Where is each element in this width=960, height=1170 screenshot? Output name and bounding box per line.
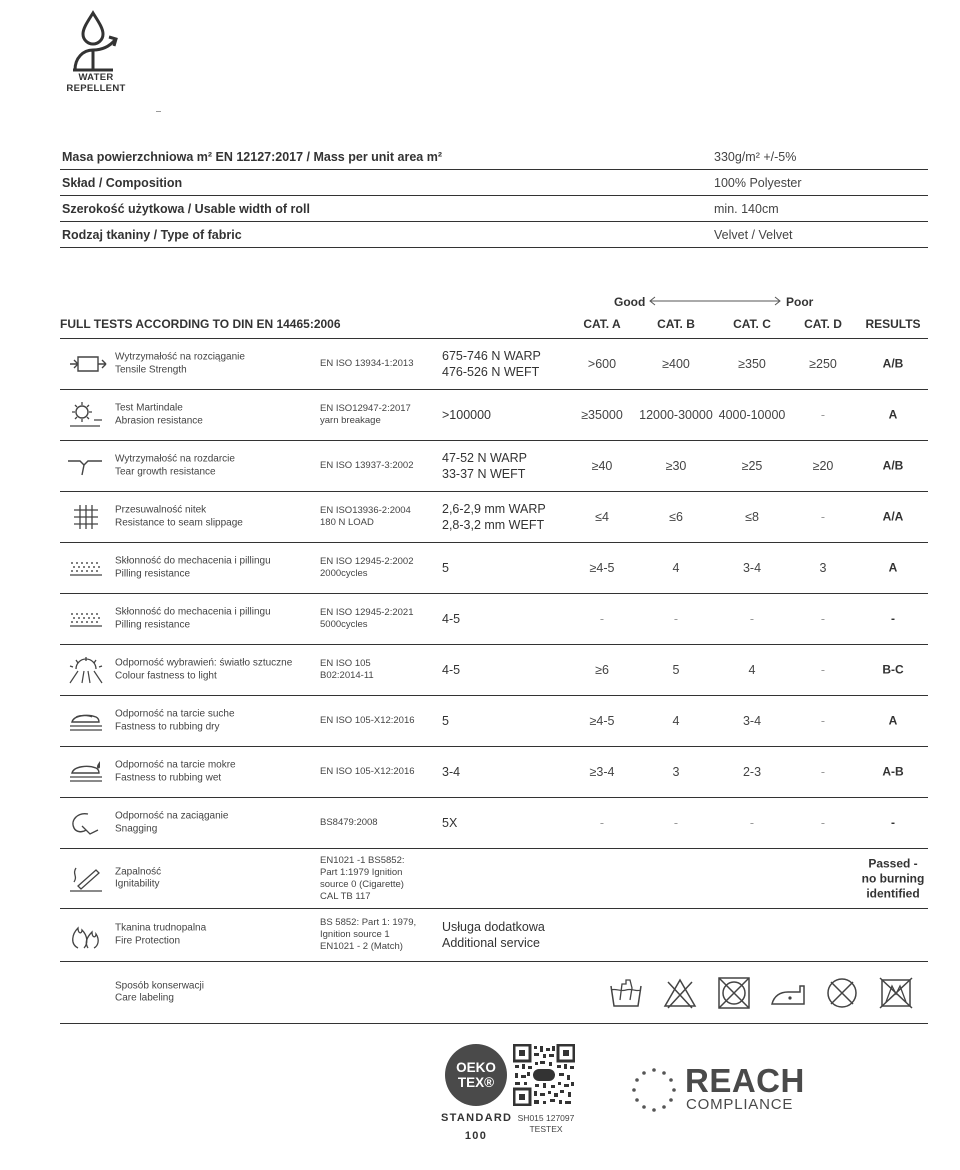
test-norm: EN ISO 12945-2:2002 2000cycles (320, 556, 414, 579)
scale-good-label: Good (614, 295, 646, 309)
result-value: - (891, 611, 895, 626)
result-value: A (888, 407, 898, 422)
snagging-icon (64, 808, 108, 838)
cat-b-value: - (673, 612, 679, 626)
spec-value: Velvet / Velvet (714, 227, 793, 242)
cat-b-value: ≥400 (662, 357, 690, 371)
result-value: A (888, 560, 898, 575)
eu-stars-icon (630, 1066, 678, 1114)
spec-row (60, 144, 928, 170)
spec-row (60, 196, 928, 222)
cat-c-value: 4 (748, 663, 756, 677)
result-value: A-B (882, 764, 904, 779)
pilling-icon (64, 553, 108, 583)
test-name: Wytrzymałość na rozdarcie Tear growth resistance (115, 453, 235, 477)
cat-a-value: ≥4-5 (589, 561, 615, 575)
test-name: Wytrzymałość na rozciąganie Tensile Strength (115, 351, 245, 375)
iron-low-icon (770, 976, 806, 1010)
table-row (60, 696, 928, 747)
cat-a-value: ≥3-4 (589, 765, 615, 779)
cat-d-value: - (820, 714, 826, 728)
cat-b-value: ≥30 (665, 459, 687, 473)
cat-a-value: ≥40 (591, 459, 613, 473)
cat-d-value: 3 (819, 561, 827, 575)
cat-c-value: 2-3 (742, 765, 762, 779)
test-name: Skłonność do mechacenia i pillingu Pilling resistance (115, 606, 271, 630)
cat-a-value: - (599, 816, 605, 830)
test-norm: BS 5852: Part 1: 1979, Ignition source 1 EN1021 - 2 (Match) (320, 917, 417, 952)
test-name: Przesuwalność nitek Resistance to seam slippage (115, 504, 243, 528)
cat-b-value: 5 (672, 663, 680, 677)
table-row (60, 390, 928, 441)
test-value: 5 (442, 561, 449, 575)
spec-label: Skład / Composition (62, 175, 183, 190)
col-cat-d: CAT. D (804, 317, 842, 331)
test-norm: EN ISO13936-2:2004 180 N LOAD (320, 505, 411, 528)
spec-label: Masa powierzchniowa m² EN 12127:2017 / Mass per unit area m² (62, 149, 443, 164)
spec-label: Rodzaj tkaniny / Type of fabric (62, 227, 242, 242)
test-name: Skłonność do mechacenia i pillingu Pilling resistance (115, 555, 271, 579)
spec-label: Szerokość użytkowa / Usable width of roll (62, 201, 310, 216)
badge-label-line2: REPELLENT (66, 83, 126, 94)
test-name: Test Martindale Abrasion resistance (115, 402, 203, 426)
cat-b-value: ≤6 (669, 510, 683, 524)
oeko-standard: STANDARD (441, 1112, 513, 1124)
spec-value: 100% Polyester (714, 175, 802, 190)
table-row (60, 747, 928, 798)
cat-d-value: - (820, 612, 826, 626)
cat-a-value: ≥6 (595, 663, 609, 677)
do-not-tumble-dry-icon (716, 976, 752, 1010)
do-not-dry-clean-icon (824, 976, 860, 1010)
cat-a-value: ≤4 (595, 510, 609, 524)
test-value: 5 (442, 714, 449, 728)
cat-b-value: 4 (672, 714, 680, 728)
spec-value: 330g/m² +/-5% (714, 149, 797, 164)
result-value: B-C (882, 662, 904, 677)
result-value: - (891, 815, 895, 830)
water-repellent-badge (58, 10, 134, 94)
test-value: 4-5 (442, 663, 461, 677)
rubbing-dry-icon (64, 706, 108, 736)
result-value: A (888, 713, 898, 728)
cat-d-value: - (820, 765, 826, 779)
scale-poor-label: Poor (786, 295, 814, 309)
test-name: Zapalność Ignitability (115, 866, 162, 890)
col-cat-c: CAT. C (733, 317, 771, 331)
test-value: 5X (442, 816, 458, 830)
test-value: 675-746 N WARP 476-526 N WEFT (442, 349, 541, 379)
spec-row (60, 170, 928, 196)
do-not-bleach-icon (662, 976, 698, 1010)
reach-subtitle: COMPLIANCE (686, 1096, 794, 1113)
col-cat-a: CAT. A (583, 317, 621, 331)
table-row (60, 594, 928, 645)
table-row (60, 849, 928, 909)
spec-value: min. 140cm (714, 201, 779, 216)
certificate-code: SH015 127097 TESTEX (517, 1113, 575, 1134)
divider (156, 111, 161, 112)
cat-d-value: ≥250 (809, 357, 837, 371)
cat-b-value: 3 (672, 765, 680, 779)
water-repellent-icon (58, 10, 134, 72)
cat-c-value: 3-4 (742, 714, 762, 728)
col-results: RESULTS (865, 317, 921, 331)
cat-c-value: 3-4 (742, 561, 762, 575)
test-name: Odporność na tarcie suche Fastness to rubbing dry (115, 708, 235, 732)
qr-code-icon[interactable] (513, 1044, 575, 1106)
cat-b-value: 4 (672, 561, 680, 575)
cat-c-value: 4000-10000 (718, 408, 786, 422)
cat-d-value: - (820, 408, 826, 422)
cat-a-value: - (599, 612, 605, 626)
tensile-strength-icon (64, 349, 108, 379)
cat-c-value: - (749, 612, 755, 626)
test-norm: EN ISO 12945-2:2021 5000cycles (320, 607, 414, 630)
cat-c-value: ≤8 (745, 510, 759, 524)
cat-c-value: ≥25 (741, 459, 763, 473)
test-name: Tkanina trudnopalna Fire Protection (115, 922, 207, 946)
cat-a-value: ≥4-5 (589, 714, 615, 728)
cat-c-value: - (749, 816, 755, 830)
oeko-number: 100 (464, 1130, 488, 1142)
test-value: 2,6-2,9 mm WARP 2,8-3,2 mm WEFT (442, 502, 546, 532)
spec-table (60, 144, 928, 248)
cat-d-value: - (820, 663, 826, 677)
test-name: Odporność na tarcie mokre Fastness to rubbing wet (115, 759, 236, 783)
test-norm: EN ISO 13934-1:2013 (320, 358, 414, 369)
seam-slippage-icon (64, 502, 108, 532)
cat-d-value: - (820, 510, 826, 524)
test-value: 4-5 (442, 612, 461, 626)
oeko-tex-logo (441, 1044, 511, 1142)
tests-title: FULL TESTS ACCORDING TO DIN EN 14465:2006 (60, 317, 341, 331)
tests-table (60, 339, 928, 1024)
cat-b-value: - (673, 816, 679, 830)
badge-label-line1: WATER (78, 72, 114, 83)
test-value: Usługa dodatkowa Additional service (442, 920, 545, 950)
test-norm: EN ISO 13937-3:2002 (320, 460, 414, 471)
test-norm: BS8479:2008 (320, 817, 378, 828)
hand-wash-icon (608, 976, 644, 1010)
light-fastness-icon (64, 655, 108, 685)
abrasion-icon (64, 400, 108, 430)
table-row (60, 339, 928, 390)
tests-header (60, 312, 928, 339)
test-value: 3-4 (442, 765, 461, 779)
oeko-label-line2: TEX® (457, 1075, 495, 1090)
do-not-wring-icon (878, 976, 914, 1010)
result-value: A/B (882, 458, 904, 473)
ignitability-icon (64, 864, 108, 894)
scale-arrow-icon (648, 296, 782, 306)
test-name: Odporność na zaciąganie Snagging (115, 810, 229, 834)
cat-d-value: - (820, 816, 826, 830)
reach-title: REACH (685, 1062, 805, 1099)
table-row (60, 645, 928, 696)
test-value: 47-52 N WARP 33-37 N WEFT (442, 451, 527, 481)
table-row (60, 798, 928, 849)
cat-c-value: ≥350 (738, 357, 766, 371)
tear-growth-icon (64, 451, 108, 481)
test-norm: EN1021 -1 BS5852: Part 1:1979 Ignition source 0 (Cigarette) CAL TB 117 (320, 854, 405, 902)
test-norm: EN ISO 105-X12:2016 (320, 766, 415, 777)
oeko-label-line1: OEKO (456, 1060, 496, 1075)
cat-a-value: ≥35000 (581, 408, 623, 422)
test-value: >100000 (442, 408, 492, 422)
test-name: Odporność wybrawień: światło sztuczne Colour fastness to light (115, 657, 293, 681)
col-cat-b: CAT. B (657, 317, 695, 331)
fire-protection-icon (64, 920, 108, 950)
cat-a-value: >600 (587, 357, 617, 371)
spec-row (60, 222, 928, 248)
result-value: A/B (882, 356, 904, 371)
pilling-icon (64, 604, 108, 634)
table-row (60, 909, 928, 962)
result-value: Passed - no burning identified (861, 856, 925, 900)
table-row (60, 492, 928, 543)
table-row (60, 441, 928, 492)
table-row (60, 543, 928, 594)
care-label: Sposób konserwacji Care labeling (115, 980, 204, 1004)
care-labeling-row (60, 962, 928, 1024)
cat-d-value: ≥20 (812, 459, 834, 473)
test-norm: EN ISO12947-2:2017 yarn breakage (320, 403, 411, 426)
test-norm: EN ISO 105-X12:2016 (320, 715, 415, 726)
cat-b-value: 12000-30000 (639, 408, 713, 422)
test-norm: EN ISO 105 B02:2014-11 (320, 658, 374, 681)
result-value: A/A (882, 509, 904, 524)
care-icons (608, 976, 914, 1010)
rubbing-wet-icon (64, 757, 108, 787)
